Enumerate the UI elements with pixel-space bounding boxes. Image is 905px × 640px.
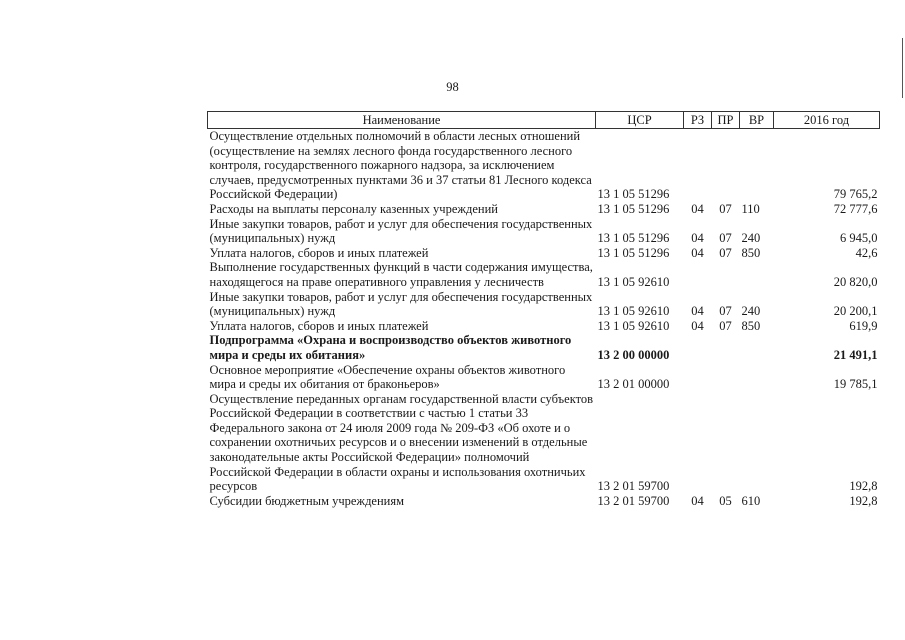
row-rz-cell bbox=[684, 392, 712, 494]
row-pr-cell bbox=[712, 363, 740, 392]
row-name-cell: Иные закупки товаров, работ и услуг для обеспечения государственных (муниципальных) нужд bbox=[209, 289, 593, 319]
row-rz-cell bbox=[684, 333, 712, 362]
row-rz-cell: 04 bbox=[691, 493, 704, 508]
row-rz-cell: 04 bbox=[691, 318, 704, 333]
header-rz: РЗ bbox=[684, 112, 712, 129]
table-row bbox=[208, 129, 880, 202]
header-vr: ВР bbox=[740, 112, 774, 129]
header-csr: ЦСР bbox=[596, 112, 684, 129]
header-name: Наименование bbox=[208, 112, 596, 129]
row-name-cell: Осуществление отдельных полномочий в области лесных отношений (осуществление на землях лесного фонда государственного лесного контроля, государственного пожарного надзора, за исключением случаев, предусмотренных пунктами 36 и 37 статьи 81 Лесного кодекса Российской Федерации) bbox=[209, 129, 592, 202]
row-amount-cell: 19 785,1 bbox=[833, 377, 878, 392]
row-rz-cell: 04 bbox=[691, 304, 704, 319]
row-csr-cell: 13 1 05 51296 bbox=[597, 187, 670, 202]
table-row bbox=[208, 333, 880, 362]
table-row bbox=[208, 260, 880, 289]
row-csr-cell: 13 1 05 92610 bbox=[597, 304, 670, 319]
row-vr-cell: 850 bbox=[741, 318, 761, 333]
budget-table bbox=[207, 111, 880, 508]
row-pr-cell bbox=[712, 129, 740, 202]
row-csr-cell: 13 1 05 92610 bbox=[597, 318, 670, 333]
row-vr-cell bbox=[740, 392, 774, 494]
row-pr-cell: 07 bbox=[719, 245, 732, 260]
row-csr-cell: 13 1 05 51296 bbox=[597, 245, 670, 260]
row-rz-cell: 04 bbox=[691, 201, 704, 216]
row-amount-cell: 79 765,2 bbox=[833, 187, 878, 202]
row-name-cell: Уплата налогов, сборов и иных платежей bbox=[209, 245, 429, 260]
row-vr-cell bbox=[740, 333, 774, 362]
row-amount-cell: 20 820,0 bbox=[833, 274, 878, 289]
table-row bbox=[208, 494, 880, 509]
row-name-cell: Субсидии бюджетным учреждениям bbox=[209, 493, 405, 508]
row-vr-cell bbox=[740, 260, 774, 289]
row-name-cell: Расходы на выплаты персоналу казенных учреждений bbox=[209, 201, 498, 216]
table-row bbox=[208, 363, 880, 392]
row-amount-cell: 6 945,0 bbox=[840, 231, 878, 246]
row-pr-cell: 07 bbox=[719, 201, 732, 216]
row-pr-cell bbox=[712, 392, 740, 494]
header-pr: ПР bbox=[712, 112, 740, 129]
row-csr-cell: 13 2 00 00000 bbox=[597, 347, 670, 362]
table-row bbox=[208, 202, 880, 217]
table-header-row bbox=[208, 112, 880, 129]
row-amount-cell: 619,9 bbox=[849, 318, 878, 333]
header-amount: 2016 год bbox=[774, 112, 880, 129]
row-vr-cell bbox=[740, 363, 774, 392]
row-vr-cell: 110 bbox=[741, 201, 760, 216]
row-pr-cell: 07 bbox=[719, 318, 732, 333]
row-name-cell: Основное мероприятие «Обеспечение охраны объектов животного мира и среды их обитания от браконьеров» bbox=[209, 362, 566, 392]
table-row bbox=[208, 319, 880, 334]
row-pr-cell: 07 bbox=[719, 231, 732, 246]
row-pr-cell bbox=[712, 260, 740, 289]
row-amount-cell: 20 200,1 bbox=[833, 304, 878, 319]
row-csr-cell: 13 1 05 51296 bbox=[597, 231, 670, 246]
row-name-cell: Иные закупки товаров, работ и услуг для обеспечения государственных (муниципальных) нужд bbox=[209, 216, 593, 246]
row-vr-cell: 850 bbox=[741, 245, 761, 260]
table-row bbox=[208, 246, 880, 261]
row-csr-cell: 13 2 01 59700 bbox=[597, 493, 670, 508]
row-rz-cell bbox=[684, 129, 712, 202]
row-name-cell: Выполнение государственных функций в части содержания имущества, находящегося на праве оперативного управления у лесничеств bbox=[209, 260, 593, 289]
row-csr-cell: 13 1 05 92610 bbox=[597, 274, 670, 289]
scan-edge-mark bbox=[902, 38, 903, 98]
page-number: 98 bbox=[446, 80, 459, 94]
row-csr-cell: 13 1 05 51296 bbox=[597, 201, 670, 216]
row-vr-cell: 610 bbox=[741, 493, 761, 508]
row-csr-cell: 13 2 01 00000 bbox=[597, 377, 670, 392]
row-name-cell: Уплата налогов, сборов и иных платежей bbox=[209, 318, 429, 333]
row-csr-cell: 13 2 01 59700 bbox=[597, 479, 670, 494]
row-amount-cell: 42,6 bbox=[855, 245, 878, 260]
table-row bbox=[208, 290, 880, 319]
row-pr-cell bbox=[712, 333, 740, 362]
table-row bbox=[208, 217, 880, 246]
row-name-cell: Подпрограмма «Охрана и воспроизводство объектов животного мира и среды их обитания» bbox=[209, 333, 572, 362]
row-amount-cell: 192,8 bbox=[849, 493, 878, 508]
row-vr-cell: 240 bbox=[741, 304, 761, 319]
row-name-cell: Осуществление переданных органам государственной власти субъектов Российской Федерации в соответствии с частью 1 статьи 33 Федерального закона от 24 июля 2009 года № 209-ФЗ «Об охоте и о сохранении охотничьих ресурсов и о внесении изменений в отдельные законодательные акты Российской Федерации» полномочий Российской Федерации в области охраны и использования охотничьих ресурсов bbox=[209, 391, 594, 494]
row-pr-cell: 05 bbox=[719, 493, 732, 508]
table-row bbox=[208, 392, 880, 494]
row-vr-cell: 240 bbox=[741, 231, 761, 246]
row-vr-cell bbox=[740, 129, 774, 202]
row-pr-cell: 07 bbox=[719, 304, 732, 319]
row-rz-cell bbox=[684, 260, 712, 289]
row-amount-cell: 72 777,6 bbox=[833, 201, 878, 216]
row-amount-cell: 21 491,1 bbox=[833, 347, 878, 362]
row-rz-cell: 04 bbox=[691, 245, 704, 260]
row-rz-cell bbox=[684, 363, 712, 392]
row-rz-cell: 04 bbox=[691, 231, 704, 246]
row-amount-cell: 192,8 bbox=[849, 479, 878, 494]
